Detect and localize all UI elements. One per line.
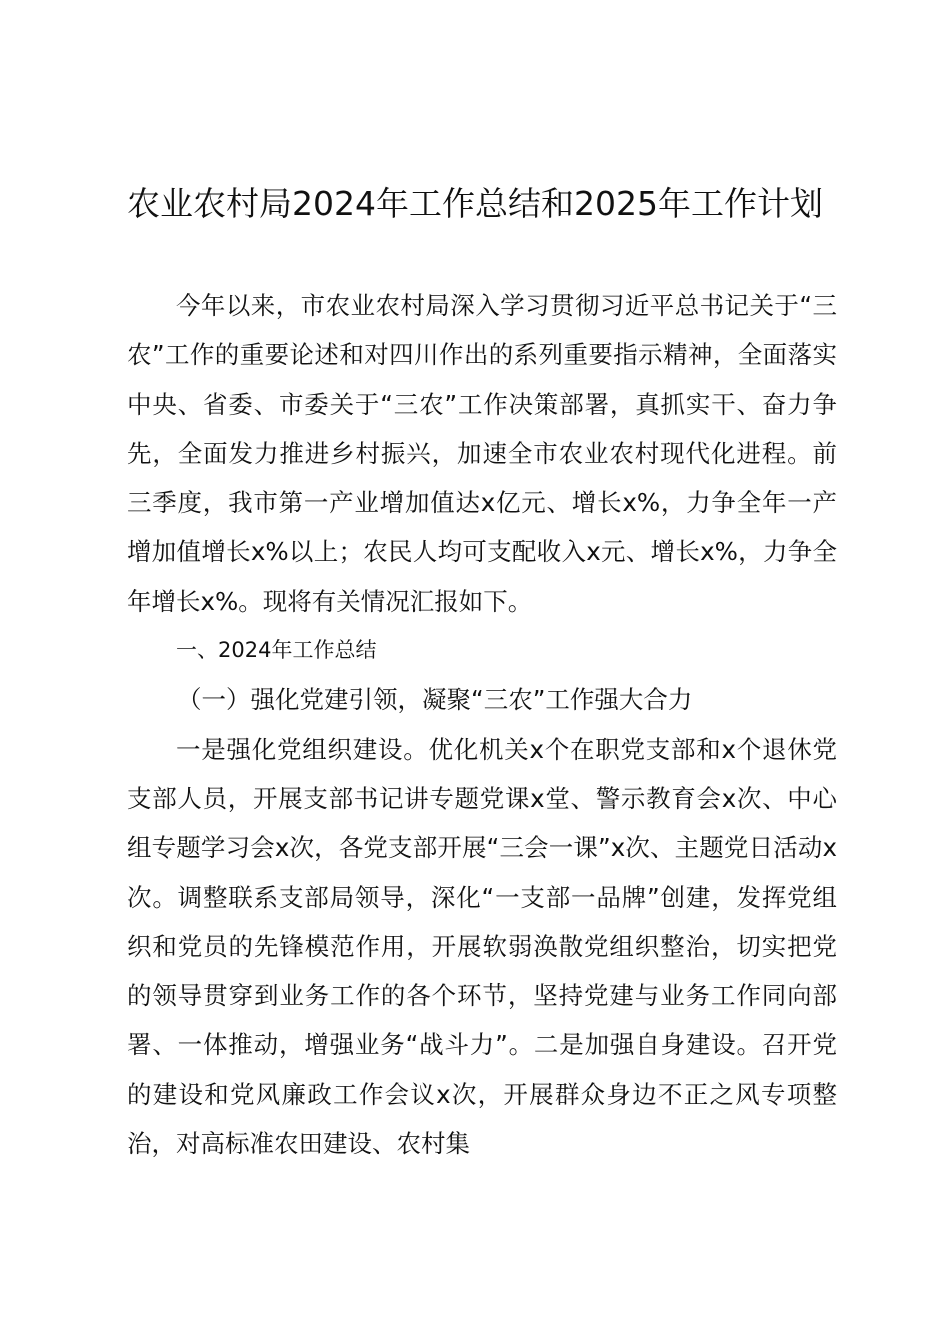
- section-heading: 一、2024年工作总结: [176, 638, 377, 663]
- intro-paragraph: 今年以来，市农业农村局深入学习贯彻习近平总书记关于“三农”工作的重要论述和对四川作出的系列重要指示精神，全面落实中央、省委、市委关于“三农”工作决策部署，真抓实干、奋力争先，全面发力推进乡村振兴，加速全市农业农村现代化进程。前三季度，我市第一产业增加值达x亿元、增长x%，力争全年一产增加值增长x%以上；农民人均可支配收入x元、增长x%，力争全年增长x%。现将有关情况汇报如下。: [127, 291, 837, 616]
- subsection-heading: （一）强化党建引领，凝聚“三农”工作强大合力: [177, 685, 693, 715]
- document-body: [127, 281, 837, 1168]
- body-paragraph: 一是强化党组织建设。优化机关x个在职党支部和x个退休党支部人员，开展支部书记讲专题党课x堂、警示教育会x次、中心组专题学习会x次，各党支部开展“三会一课”x次、主题党日活动x次。调整联系支部局领导，深化“一支部一品牌”创建，发挥党组织和党员的先锋模范作用，开展软弱涣散党组织整治，切实把党的领导贯穿到业务工作的各个环节，坚持党建与业务工作同向部署、一体推动，增强业务“战斗力”。二是加强自身建设。召开党的建设和党风廉政工作会议x次，开展群众身边不正之风专项整治，对高标准农田建设、农村集: [127, 734, 837, 1159]
- document-title: 农业农村局2024年工作总结和2025年工作计划: [127, 184, 823, 223]
